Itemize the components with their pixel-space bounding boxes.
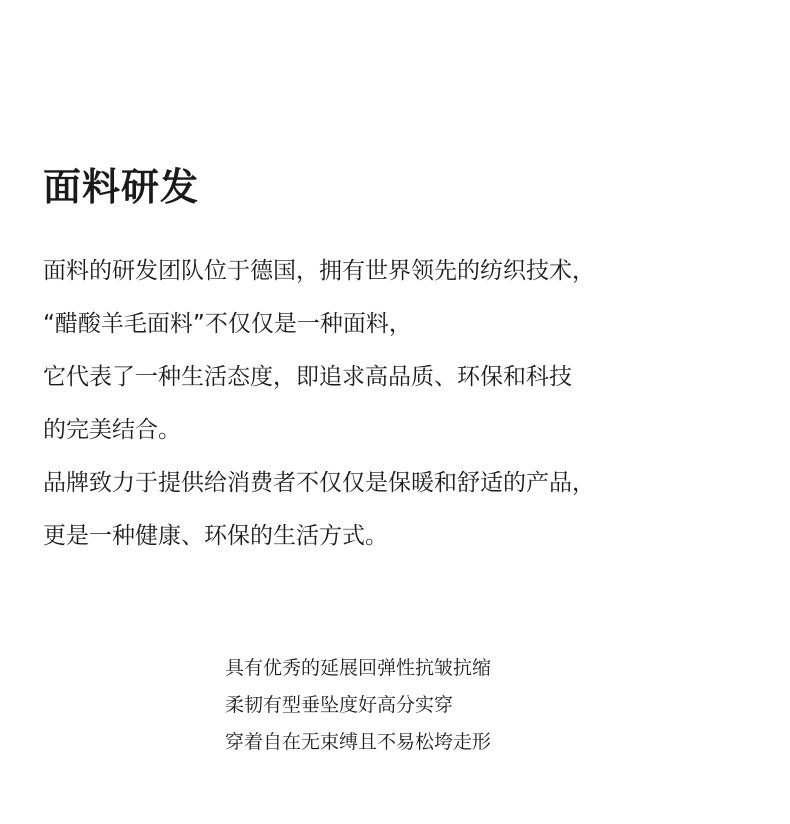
page-title: 面料研发 bbox=[43, 165, 200, 209]
body-paragraph bbox=[43, 245, 743, 563]
feature-list bbox=[225, 650, 645, 761]
body-line: 面料的研发团队位于德国，拥有世界领先的纺织技术， bbox=[43, 258, 595, 284]
feature-line: 柔韧有型垂坠度好高分实穿 bbox=[225, 694, 454, 716]
body-line: 更是一种健康、环保的生活方式。 bbox=[43, 523, 388, 549]
body-line: 品牌致力于提供给消费者不仅仅是保暖和舒适的产品， bbox=[43, 470, 595, 496]
feature-line: 穿着自在无束缚且不易松垮走形 bbox=[225, 731, 492, 753]
body-line: “醋酸羊毛面料”不仅仅是一种面料， bbox=[43, 311, 412, 337]
body-line: 的完美结合。 bbox=[43, 417, 181, 443]
feature-line: 具有优秀的延展回弹性抗皱抗缩 bbox=[225, 657, 492, 679]
body-line: 它代表了一种生活态度，即追求高品质、环保和科技 bbox=[43, 364, 572, 390]
